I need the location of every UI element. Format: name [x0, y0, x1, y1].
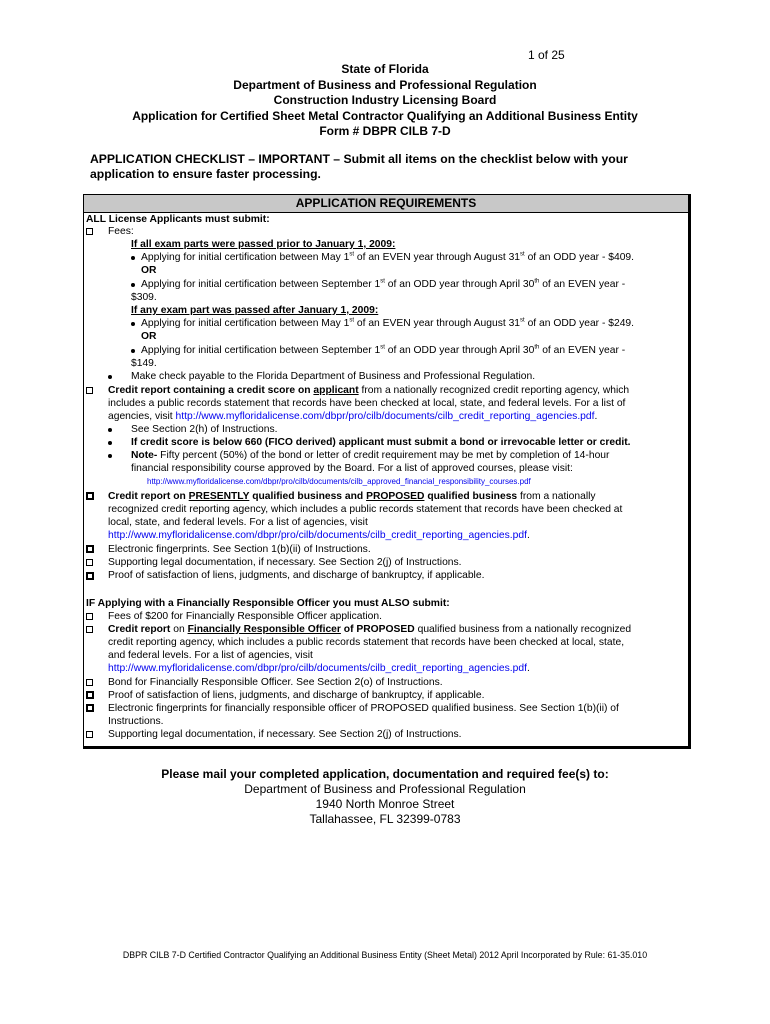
intro-line-2: application to ensure faster processing. [90, 167, 321, 181]
bullet-icon [131, 349, 135, 353]
fee-option-309: Applying for initial certification between September 1st of an ODD year through April 30th of an EVEN year - [141, 278, 626, 290]
checkbox-fingerprints[interactable] [86, 545, 94, 553]
fro-fingerprints-line-1: Electronic fingerprints for financially responsible officer of PROPOSED qualified business. See Section 1(b)(ii) of [108, 703, 619, 714]
fee-amount-309: $309. [131, 292, 157, 303]
or-label: OR [141, 331, 157, 342]
requirements-box [83, 194, 691, 749]
requirements-title: APPLICATION REQUIREMENTS [84, 195, 688, 213]
checkbox-credit-report[interactable] [86, 387, 93, 394]
fro-heading: IF Applying with a Financially Responsible Officer you must ALSO submit: [86, 598, 450, 609]
bullet-icon [131, 322, 135, 326]
document-header [0, 62, 770, 140]
mail-street: 1940 North Monroe Street [315, 797, 455, 811]
credit-report-line-3: agencies, visit http://www.myfloridalicense.com/dbpr/pro/cilb/documents/cilb_credit_reporting_agencies.pdf. [108, 411, 598, 422]
mail-department: Department of Business and Professional Regulation [244, 782, 526, 796]
fro-credit-link-line: http://www.myfloridalicense.com/dbpr/pro/cilb/documents/cilb_credit_reporting_agencies.pdf. [108, 663, 530, 674]
mail-city: Tallahassee, FL 32399-0783 [309, 812, 461, 826]
fro-liens-item: Proof of satisfaction of liens, judgments, and discharge of bankruptcy, if applicable. [108, 690, 485, 701]
bullet-icon [108, 441, 112, 445]
note-line-2: financial responsibility course approved by the Board. For a list of approved courses, please visit: [131, 463, 573, 474]
fee-option-249: Applying for initial certification between May 1st of an EVEN year through August 31st of an ODD year - $249. [141, 317, 635, 329]
fro-fingerprints-line-2: Instructions. [108, 716, 164, 727]
page-number: 1 of 25 [528, 48, 565, 62]
note-line-1: Note- Fifty percent (50%) of the bond or letter of credit requirement may be met by completion of 14-hour [131, 450, 610, 461]
checkbox-credit-report-business[interactable] [86, 492, 94, 500]
fee-option-409: Applying for initial certification between May 1st of an EVEN year through August 31st of an ODD year - $409. [141, 251, 635, 263]
bullet-icon [131, 256, 135, 260]
checkbox-fro-fingerprints[interactable] [86, 704, 94, 712]
fro-legal-item: Supporting legal documentation, if necessary. See Section 2(j) of Instructions. [108, 729, 462, 740]
checkbox-fro-credit-report[interactable] [86, 626, 93, 633]
see-section-2h: See Section 2(h) of Instructions. [131, 424, 278, 435]
business-credit-line-1: Credit report on PRESENTLY qualified business and PROPOSED qualified business from a nationally [108, 491, 596, 502]
credit-agencies-link[interactable]: http://www.myfloridalicense.com/dbpr/pro/cilb/documents/cilb_credit_reporting_agencies.pdf [108, 530, 527, 541]
bullet-icon [108, 428, 112, 432]
business-credit-link-line: http://www.myfloridalicense.com/dbpr/pro/cilb/documents/cilb_credit_reporting_agencies.pdf. [108, 530, 530, 541]
credit-agencies-link[interactable]: http://www.myfloridalicense.com/dbpr/pro/cilb/documents/cilb_credit_reporting_agencies.pdf [175, 411, 595, 422]
business-credit-line-3: local, state, and federal levels. For a list of agencies, visit [108, 517, 368, 528]
bullet-icon [108, 454, 112, 458]
bullet-icon [131, 283, 135, 287]
liens-item: Proof of satisfaction of liens, judgments, and discharge of bankruptcy, if applicable. [108, 570, 485, 581]
check-payable: Make check payable to the Florida Department of Business and Professional Regulation. [131, 371, 536, 382]
fees-label: Fees: [108, 226, 134, 237]
fingerprints-item: Electronic fingerprints. See Section 1(b)(ii) of Instructions. [108, 544, 371, 555]
checkbox-fro-fees[interactable] [86, 613, 93, 620]
exam-after-2009: If any exam part was passed after January 1, 2009: [131, 305, 379, 316]
fro-fees-item: Fees of $200 for Financially Responsible Officer application. [108, 611, 382, 622]
mail-heading: Please mail your completed application, documentation and required fee(s) to: [161, 767, 609, 781]
header-department: Department of Business and Professional Regulation [233, 77, 537, 92]
fro-credit-line-1: Credit report on Financially Responsible Officer of PROPOSED qualified business from a nationally recognized [108, 624, 632, 635]
fro-credit-line-3: and federal levels. For a list of agencies, visit [108, 650, 313, 661]
fee-option-149: Applying for initial certification between September 1st of an ODD year through April 30th of an EVEN year - [141, 344, 626, 356]
header-form-number: Form # DBPR CILB 7-D [319, 124, 451, 138]
credit-report-line-2: includes a public records statement that records have been checked at local, state, and federal levels. For a list of [108, 398, 626, 409]
fee-amount-149: $149. [131, 358, 157, 369]
all-applicants-heading: ALL License Applicants must submit: [86, 214, 270, 225]
checkbox-liens[interactable] [86, 572, 94, 580]
checkbox-fro-liens[interactable] [86, 691, 94, 699]
header-state: State of Florida [341, 62, 429, 76]
checkbox-fro-legal-documentation[interactable] [86, 731, 93, 738]
bullet-icon [108, 375, 112, 379]
page-footer: DBPR CILB 7-D Certified Contractor Qualifying an Additional Business Entity (Sheet Metal) 2012 April Incorporated by Rule: 61-35.010 [122, 950, 648, 960]
business-credit-line-2: recognized credit reporting agency, which includes a public records statement that records have been checked at [108, 504, 623, 515]
header-board: Construction Industry Licensing Board [273, 93, 497, 107]
checklist-intro [90, 152, 690, 182]
header-application-title: Application for Certified Sheet Metal Contractor Qualifying an Additional Business Entity [132, 108, 638, 123]
credit-agencies-link[interactable]: http://www.myfloridalicense.com/dbpr/pro/cilb/documents/cilb_credit_reporting_agencies.pdf [108, 663, 527, 674]
checkbox-fees[interactable] [86, 228, 93, 235]
intro-line-1: APPLICATION CHECKLIST – IMPORTANT – Submit all items on the checklist below with your [90, 152, 628, 166]
courses-link[interactable]: http://www.myfloridalicense.com/dbpr/pro/cilb/documents/cilb_approved_financial_responsibility_courses.pdf [147, 477, 531, 486]
exam-before-2009: If all exam parts were passed prior to January 1, 2009: [131, 239, 396, 250]
credit-report-line-1: Credit report containing a credit score on applicant from a nationally recognized credit reporting agency, which [108, 385, 630, 396]
fro-bond-item: Bond for Financially Responsible Officer. See Section 2(o) of Instructions. [108, 677, 443, 688]
checkbox-fro-bond[interactable] [86, 679, 93, 686]
credit-score-660: If credit score is below 660 (FICO derived) applicant must submit a bond or irrevocable letter or credit. [131, 437, 631, 448]
or-label: OR [141, 265, 157, 276]
checkbox-legal-documentation[interactable] [86, 559, 93, 566]
fro-credit-line-2: credit reporting agency, which includes a public records statement that records have been checked at local, state, [108, 637, 625, 648]
legal-documentation-item: Supporting legal documentation, if necessary. See Section 2(j) of Instructions. [108, 557, 462, 568]
mailing-instructions [0, 767, 770, 827]
